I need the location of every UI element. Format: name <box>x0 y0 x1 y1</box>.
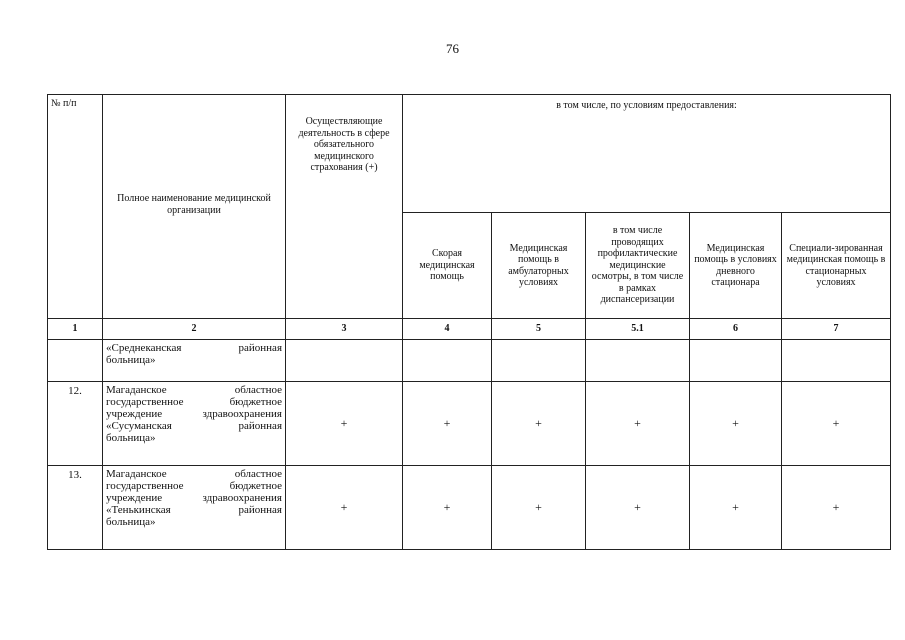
index-cell: 2 <box>103 319 286 340</box>
index-cell: 3 <box>286 319 403 340</box>
header-preventive: в том числе проводящих профилактические медицинские осмотры, в том числе в рамках диспансеризации <box>586 213 690 319</box>
header-outpatient: Медицинская помощь в амбулаторных условиях <box>492 213 586 319</box>
header-oms: Осуществляющие деятельность в сфере обязательного медицинского страхования (+) <box>286 95 403 319</box>
header-row-top <box>48 95 891 213</box>
mark-inpatient: + <box>782 382 891 466</box>
index-cell: 5 <box>492 319 586 340</box>
mark-day-hospital <box>690 340 782 382</box>
index-cell: 1 <box>48 319 103 340</box>
mark-inpatient <box>782 340 891 382</box>
org-name <box>103 340 286 382</box>
mark-preventive <box>586 340 690 382</box>
org-name <box>103 466 286 550</box>
page-number: 76 <box>446 41 459 56</box>
mark-oms: + <box>286 382 403 466</box>
table-row <box>48 466 891 550</box>
mark-outpatient: + <box>492 466 586 550</box>
mark-outpatient: + <box>492 382 586 466</box>
mark-inpatient: + <box>782 466 891 550</box>
header-org-name: Полное наименование медицинской организации <box>103 95 286 319</box>
mark-ambulance: + <box>403 382 492 466</box>
mark-day-hospital: + <box>690 466 782 550</box>
header-ambulance: Скорая медицинская помощь <box>403 213 492 319</box>
header-conditions-group: в том числе, по условиям предоставления: <box>403 95 891 213</box>
org-name-line: больница» <box>106 432 156 444</box>
header-num: № п/п <box>48 95 103 319</box>
mark-ambulance: + <box>403 466 492 550</box>
row-number <box>48 340 103 382</box>
mark-outpatient <box>492 340 586 382</box>
org-name <box>103 382 286 466</box>
mark-preventive: + <box>586 466 690 550</box>
row-number: 12. <box>48 382 103 466</box>
index-cell: 6 <box>690 319 782 340</box>
row-number: 13. <box>48 466 103 550</box>
index-cell: 4 <box>403 319 492 340</box>
index-cell: 5.1 <box>586 319 690 340</box>
org-name-line: больница» <box>106 354 156 366</box>
mark-day-hospital: + <box>690 382 782 466</box>
index-cell: 7 <box>782 319 891 340</box>
mark-oms: + <box>286 466 403 550</box>
org-name-line: больница» <box>106 516 156 528</box>
medical-organizations-table <box>47 94 891 550</box>
mark-preventive: + <box>586 382 690 466</box>
mark-ambulance <box>403 340 492 382</box>
table-row <box>48 382 891 466</box>
header-inpatient: Специали-зированная медицинская помощь в стационарных условиях <box>782 213 891 319</box>
mark-oms <box>286 340 403 382</box>
column-index-row <box>48 319 891 340</box>
table-row <box>48 340 891 382</box>
org-name-line: Магаданское областное государственное бюджетное учреждение здравоохранения «Тенькинская районная <box>106 468 282 516</box>
org-name-line: Магаданское областное государственное бюджетное учреждение здравоохранения «Сусуманская районная <box>106 384 282 432</box>
header-day-hospital: Медицинская помощь в условиях дневного стационара <box>690 213 782 319</box>
org-name-line: «Среднеканская районная <box>106 342 282 354</box>
